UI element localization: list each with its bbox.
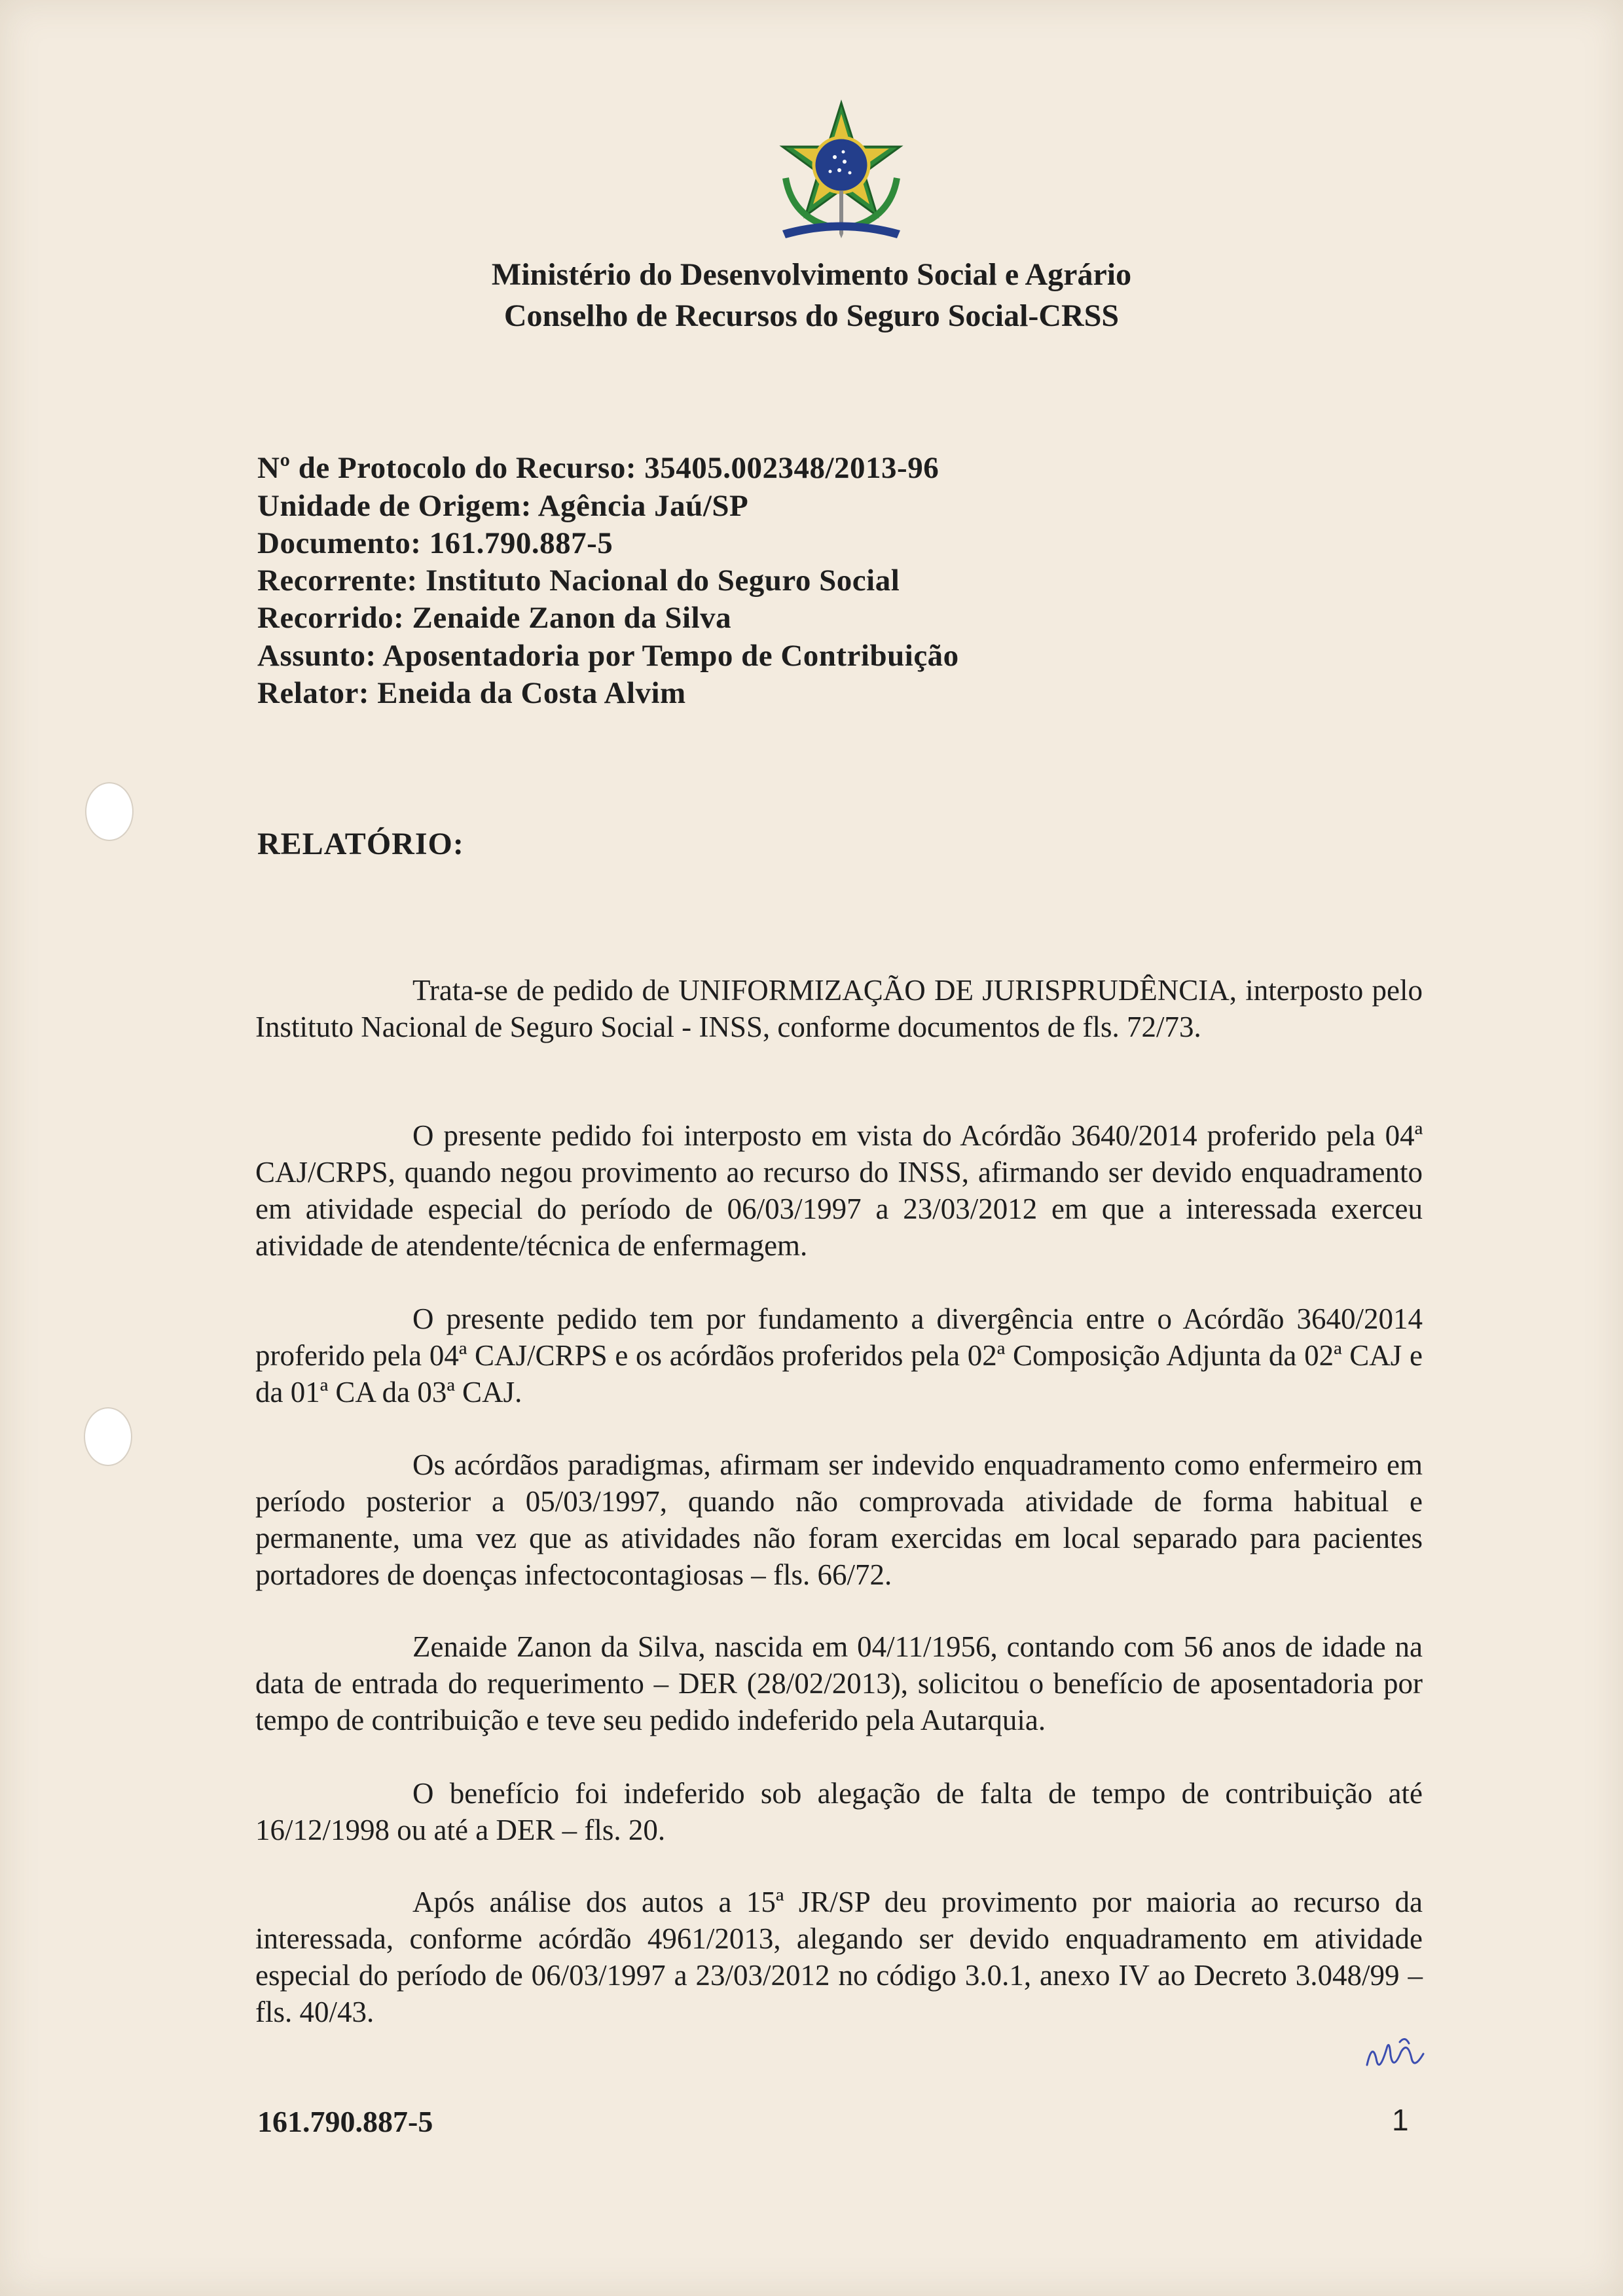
brazil-coat-of-arms-emblem <box>766 99 917 247</box>
paragraph-4 <box>255 1446 1423 1593</box>
document-line: Documento: 161.790.887-5 <box>257 526 613 560</box>
paragraph-1 <box>255 972 1423 1045</box>
report-section-title: RELATÓRIO: <box>257 827 464 861</box>
paragraph-5-text: Zenaide Zanon da Silva, nascida em 04/11/1956, contando com 56 anos de idade na data de entrada do requerimento – DER (28/02/2013), solicitou o benefício de aposentadoria por tempo de contribuição e teve seu pedido indeferido pela Autarquia. <box>255 1630 1423 1736</box>
punch-hole-bottom <box>84 1407 132 1466</box>
paragraph-7 <box>255 1884 1423 2030</box>
footer-document-number: 161.790.887-5 <box>257 2105 433 2138</box>
appellant-line: Recorrente: Instituto Nacional do Seguro Social <box>257 564 900 598</box>
council-header: Conselho de Recursos do Seguro Social-CRSS <box>503 298 1120 333</box>
paragraph-4-text: Os acórdãos paradigmas, afirmam ser indevido enquadramento como enfermeiro em período posterior a 05/03/1997, quando não comprovada atividade de forma habitual e permanente, uma vez que as atividades não foram exercidas em local separado para pacientes portadores de doenças infectocontagiosas – fls. 66/72. <box>255 1448 1423 1591</box>
handwritten-initials <box>1360 2029 1432 2081</box>
appellee-line: Recorrido: Zenaide Zanon da Silva <box>257 601 732 635</box>
paragraph-7-text: Após análise dos autos a 15ª JR/SP deu provimento por maioria ao recurso da interessada, conforme acórdão 4961/2013, alegando ser devido enquadramento em atividade especial do período de 06/03/1997 a 23/03/2012 no código 3.0.1, anexo IV ao Decreto 3.048/99 – fls. 40/43. <box>255 1886 1423 2028</box>
paragraph-2-text: O presente pedido foi interposto em vista do Acórdão 3640/2014 proferido pela 04ª CAJ/CRPS, quando negou provimento ao recurso do INSS, afirmando ser devido enquadramento em atividade especial do período de 06/03/1997 a 23/03/2012 em que a interessada exerceu atividade de atendente/técnica de enfermagem. <box>255 1119 1423 1262</box>
ministry-header: Ministério do Desenvolvimento Social e Agrário <box>491 257 1132 292</box>
punch-hole-top <box>85 782 134 841</box>
subject-line: Assunto: Aposentadoria por Tempo de Contribuição <box>257 639 959 673</box>
paragraph-6 <box>255 1775 1423 1848</box>
rapporteur-line: Relator: Eneida da Costa Alvim <box>257 676 686 710</box>
paragraph-2 <box>255 1117 1423 1264</box>
paragraph-3-text: O presente pedido tem por fundamento a divergência entre o Acórdão 3640/2014 proferido pela 04ª CAJ/CRPS e os acórdãos proferidos pela 02ª Composição Adjunta da 02ª CAJ e da 01ª CA da 03ª CAJ. <box>255 1302 1423 1408</box>
paragraph-1-text: Trata-se de pedido de UNIFORMIZAÇÃO DE JURISPRUDÊNCIA, interposto pelo Instituto Nacional de Seguro Social - INSS, conforme documentos de fls. 72/73. <box>255 974 1423 1043</box>
paragraph-3 <box>255 1300 1423 1410</box>
paragraph-6-text: O benefício foi indeferido sob alegação de falta de tempo de contribuição até 16/12/1998 ou até a DER – fls. 20. <box>255 1777 1423 1846</box>
page-number: 1 <box>1392 2103 1409 2137</box>
emblem-sword <box>839 191 843 238</box>
protocol-number-line: Nº de Protocolo do Recurso: 35405.002348/2013-96 <box>257 451 939 485</box>
origin-unit-line: Unidade de Origem: Agência Jaú/SP <box>257 489 749 523</box>
paragraph-5 <box>255 1628 1423 1738</box>
emblem-blue-disc <box>814 137 869 192</box>
